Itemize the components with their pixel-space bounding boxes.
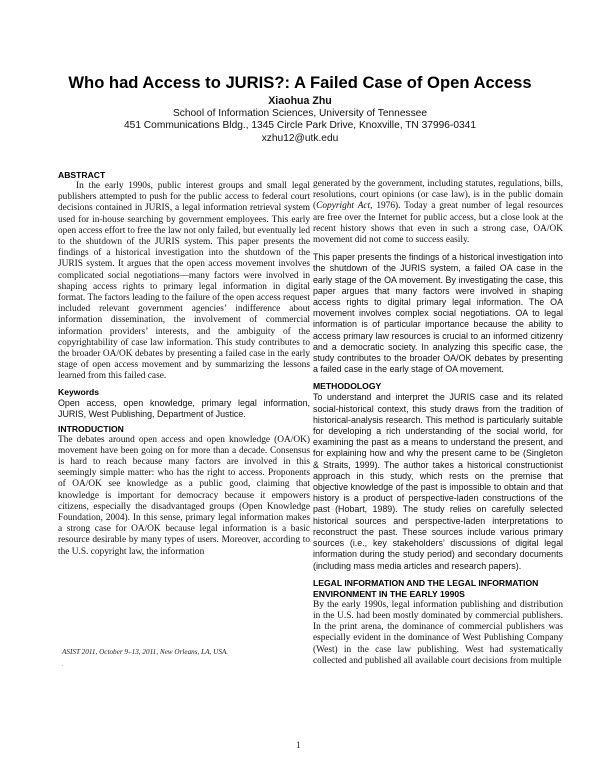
keywords-text: Open access, open knowledge, primary legal information, JURIS, West Publishing, Department of Justice. [58, 397, 310, 419]
continuation-paragraph [313, 179, 563, 246]
keywords-heading: Keywords [58, 386, 100, 397]
author-block [40, 95, 560, 145]
author-email[interactable]: xzhu12@utk.edu [261, 132, 339, 144]
conference-footnote [62, 648, 302, 656]
paragraph-two: This paper presents the findings of a historical investigation into the shutdown of the JURIS system, a failed OA case in the early stage of the OA movement. By investigating the case, this paper argues that many factors were involved in shaping access rights to digital primary legal information. The OA movement involves complex social negotiations. OA to legal information is of particular importance because the ability to access primary law resources is crucial to an informed citizenry and a democratic society. In analyzing this specific case, the study contributes to the broader OA/OK debates by presenting a failed case in the early stage of OA movement. [313, 252, 563, 375]
legal-heading-line1: LEGAL INFORMATION AND THE LEGAL INFORMATION [313, 577, 539, 588]
legal-information-text: By the early 1990s, legal information publishing and distribution in the U.S. had been mostly dominated by commercial publishers. In the print arena, the dominance of commercial publishers was especially evident in the dominance of West Publishing Company (West) in the case law publishing. West had systematically collected and published all available court decisions from multiple [313, 599, 563, 666]
footnote-text: ASIST 2011, October 9–13, 2011, New Orleans, LA, USA. [62, 648, 229, 656]
author-affiliation: School of Information Sciences, University of Tennessee [172, 107, 428, 119]
paper-title: Who had Access to JURIS?: A Failed Case of Open Access [68, 73, 532, 92]
abstract-heading: ABSTRACT [58, 170, 106, 180]
introduction-heading: INTRODUCTION [58, 423, 124, 434]
author-name: Xiaohua Zhu [268, 95, 332, 107]
legal-heading-line2: ENVIRONMENT IN THE EARLY 1990S [313, 588, 465, 599]
author-address: 451 Communications Bldg., 1345 Circle Park Drive, Knoxville, TN 37996-0341 [123, 120, 477, 132]
footnote-mark: . [62, 662, 64, 668]
methodology-heading: METHODOLOGY [313, 381, 382, 392]
legal-information-heading [313, 578, 563, 600]
abstract-text: In the early 1990s, public interest groups and small legal publishers attempted to push for the public access to federal court decisions contained in JURIS, a legal information retrieval system used for in-house searching by government employees. This early open access effort to free the law not only failed, but eventually led to the shutdown of the JURIS system. This paper presents the findings of a historical investigation into the shutdown of the JURIS system. It argues that the open access movement involves complicated social negotiations—many factors were involved in shaping access rights to primary legal information in digital format. The factors leading to the failure of the open access request included relevant government agencies’ indifference about information dissemination, the involvement of commercial information providers’ interests, and the ambiguity of the copyrightability of case law information. This study contributes to the broader OA/OK debates by presenting a failed case in the early stage of open access movement and by summarizing the lessons learned from this failed case. [58, 181, 310, 382]
page-number: 1 [296, 740, 301, 750]
right-column [313, 179, 563, 667]
methodology-text: To understand and interpret the JURIS case and its related social-historical context, this study draws from the tradition of historical-analysis research. This method is particularly suitable for developing a rich understanding of the social world, for examining the past as a means to understand the present, and for explaining how and why the present came to be (Singleton & Straits, 1999). The author takes a historical constructionist approach in this study, which rests on the premise that objective knowledge of the past is impossible to obtain and that history is a product of perspective-laden constructions of the past (Hobart, 1989). The study relies on carefully selected historical sources and perspective-laden interpretations to reconstruct the past. These sources include various primary sources (i.e., key stakeholders’ discussions of digital legal information during the study period) and secondary documents (including mass media articles and research papers). [313, 392, 563, 571]
introduction-text: The debates around open access and open knowledge (OA/OK) movement have been going on for more than a decade. Consensus is hard to reach because many factors are involved in this seemingly simple matter: who has the right to access. Proponents of OA/OK see knowledge as a public good, claiming that knowledge is important for democracy because it empowers citizens, especially the disadvantaged groups (Open Knowledge Foundation, 2004). In this sense, primary legal information makes a strong case for OA/OK because legal information is a basic resource desirable by many types of users. Moreover, according to the U.S. copyright law, the information [58, 434, 310, 557]
continuation-part2: , 1976). Today a great number of legal resources are free over the Internet for public access, but a close look at the recent history shows that even in such a strong case, OA/OK movement did not come to success easily. [313, 201, 564, 246]
continuation-part1: generated by the government, including statutes, regulations, bills, resolutions, court opinions (or case law), is in the public domain ( [313, 179, 563, 212]
continuation-italic: Copyright Act [316, 201, 371, 212]
left-column [58, 170, 310, 558]
